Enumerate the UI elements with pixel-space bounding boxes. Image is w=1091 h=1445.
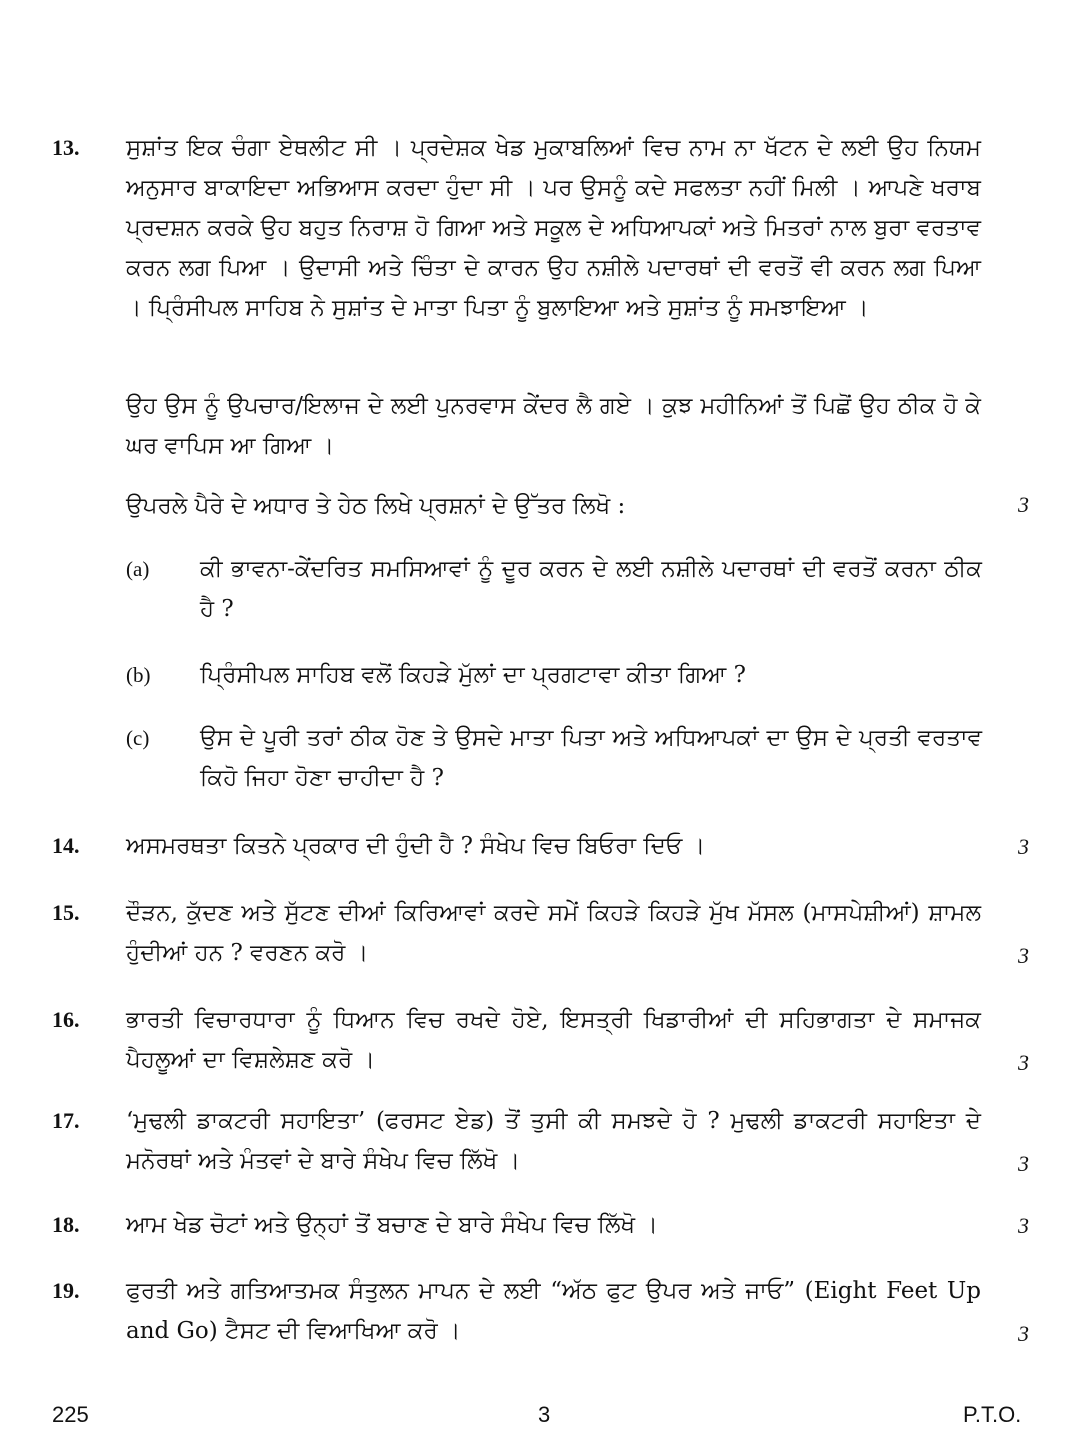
question-number: 15. [52,900,80,925]
subquestion-label: (c) [126,726,150,750]
marks-label: 3 [1018,1151,1029,1176]
subquestion-text: ਉਸ ਦੇ ਪੂਰੀ ਤਰਾਂ ਠੀਕ ਹੋਣ ਤੇ ਉਸਦੇ ਮਾਤਾ ਪਿਤਾ ਅਤੇ ਅਧਿਆਪਕਾਂ ਦਾ ਉਸ ਦੇ ਪ੍ਰਤੀ ਵਰਤਾਵ ਕਿਹੋ ਜਿਹਾ ਹੋਣਾ ਚਾਹੀਦਾ ਹੈ ? [200,725,982,791]
marks-label: 3 [1018,1213,1029,1238]
question-number: 16. [52,1007,80,1032]
question-number: 13. [52,135,80,160]
question-number: 18. [52,1212,80,1237]
question-paragraph: ਸੁਸ਼ਾਂਤ ਇਕ ਚੰਗਾ ਏਥਲੀਟ ਸੀ । ਪ੍ਰਦੇਸ਼ਕ ਖੇਡ ਮੁਕਾਬਲਿਆਂ ਵਿਚ ਨਾਮ ਨਾ ਖੱਟਨ ਦੇ ਲਈ ਉਹ ਨਿਯਮ ਅਨੁਸਾਰ ਬਾਕਾਇਦਾ ਅਭਿਆਸ ਕਰਦਾ ਹੁੰਦਾ ਸੀ । ਪਰ ਉਸਨੂੰ ਕਦੇ ਸਫਲਤਾ ਨਹੀਂ ਮਿਲੀ । ਆਪਣੇ ਖਰਾਬ ਪ੍ਰਦਸ਼ਨ ਕਰਕੇ ਉਹ ਬਹੁਤ ਨਿਰਾਸ਼ ਹੋ ਗਿਆ ਅਤੇ ਸਕੂਲ ਦੇ ਅਧਿਆਪਕਾਂ ਅਤੇ ਮਿਤਰਾਂ ਨਾਲ ਬੁਰਾ ਵਰਤਾਵ ਕਰਨ ਲਗ ਪਿਆ । ਉਦਾਸੀ ਅਤੇ ਚਿੰਤਾ ਦੇ ਕਾਰਨ ਉਹ ਨਸ਼ੀਲੇ ਪਦਾਰਥਾਂ ਦੀ ਵਰਤੋਂ ਵੀ ਕਰਨ ਲਗ ਪਿਆ । ਪ੍ਰਿੰਸੀਪਲ ਸਾਹਿਬ ਨੇ ਸੁਸ਼ਾਂਤ ਦੇ ਮਾਤਾ ਪਿਤਾ ਨੂੰ ਬੁਲਾਇਆ ਅਤੇ ਸੁਸ਼ਾਂਤ ਨੂੰ ਸਮਝਾਇਆ । [126,135,981,321]
question-paragraph-2: ਉਹ ਉਸ ਨੂੰ ਉਪਚਾਰ/ਇਲਾਜ ਦੇ ਲਈ ਪੁਨਰਵਾਸ ਕੇਂਦਰ ਲੈ ਗਏ । ਕੁਝ ਮਹੀਨਿਆਂ ਤੋਂ ਪਿਛੋਂ ਉਹ ਠੀਕ ਹੋ ਕੇ ਘਰ ਵਾਪਿਸ ਆ ਗਿਆ । [126,393,981,459]
subquestion-text: ਕੀ ਭਾਵਨਾ-ਕੇਂਦਰਿਤ ਸਮਸਿਆਵਾਂ ਨੂੰ ਦੂਰ ਕਰਨ ਦੇ ਲਈ ਨਸ਼ੀਲੇ ਪਦਾਰਥਾਂ ਦੀ ਵਰਤੋਂ ਕਰਨਾ ਠੀਕ ਹੈ ? [200,556,982,622]
question-text: ਦੌੜਨ, ਕੁੱਦਣ ਅਤੇ ਸੁੱਟਣ ਦੀਆਂ ਕਿਰਿਆਵਾਂ ਕਰਦੇ ਸਮੇਂ ਕਿਹੜੇ ਕਿਹੜੇ ਮੁੱਖ ਮੱਸਲ (ਮਾਸਪੇਸ਼ੀਆਂ) ਸ਼ਾਮਲ ਹੁੰਦੀਆਂ ਹਨ ? ਵਰਣਨ ਕਰੋ । [126,900,981,966]
marks-label: 3 [1018,492,1029,517]
marks-label: 3 [1018,943,1029,968]
page-number: 3 [538,1402,551,1427]
question-number: 17. [52,1108,80,1133]
marks-label: 3 [1018,834,1029,859]
marks-label: 3 [1018,1050,1029,1075]
question-text: ਫੁਰਤੀ ਅਤੇ ਗਤਿਆਤਮਕ ਸੰਤੁਲਨ ਮਾਪਨ ਦੇ ਲਈ “ਅੱਠ ਫੁਟ ਉਪਰ ਅਤੇ ਜਾਓ” (Eight Feet Up and Go) ਟੈਸਟ ਦੀ ਵਿਆਖਿਆ ਕਰੋ । [126,1278,981,1344]
question-text: ਅਸਮਰਥਤਾ ਕਿਤਨੇ ਪ੍ਰਕਾਰ ਦੀ ਹੁੰਦੀ ਹੈ ? ਸੰਖੇਪ ਵਿਚ ਬਿਓਰਾ ਦਿਓ । [126,833,706,859]
subquestion-label: (a) [126,557,150,581]
question-text: ਆਮ ਖੇਡ ਚੋਟਾਂ ਅਤੇ ਉਨ੍ਹਾਂ ਤੋਂ ਬਚਾਣ ਦੇ ਬਾਰੇ ਸੰਖੇਪ ਵਿਚ ਲਿੱਖੋ । [126,1212,658,1238]
paper-code: 225 [52,1402,89,1427]
question-text: ਭਾਰਤੀ ਵਿਚਾਰਧਾਰਾ ਨੂੰ ਧਿਆਨ ਵਿਚ ਰਖਦੇ ਹੋਏ, ਇਸਤ੍ਰੀ ਖਿਡਾਰੀਆਂ ਦੀ ਸਹਿਭਾਗਤਾ ਦੇ ਸਮਾਜਕ ਪੈਹਲੂਆਂ ਦਾ ਵਿਸ਼ਲੇਸ਼ਣ ਕਰੋ । [126,1007,981,1073]
subquestion-label: (b) [126,663,151,687]
question-instruction: ਉਪਰਲੇ ਪੈਰੇ ਦੇ ਅਧਾਰ ਤੇ ਹੇਠ ਲਿਖੇ ਪ੍ਰਸ਼ਨਾਂ ਦੇ ਉੱਤਰ ਲਿਖੋ : [126,493,626,519]
subquestion-text: ਪ੍ਰਿੰਸੀਪਲ ਸਾਹਿਬ ਵਲੋਂ ਕਿਹੜੇ ਮੁੱਲਾਂ ਦਾ ਪ੍ਰਗਟਾਵਾ ਕੀਤਾ ਗਿਆ ? [200,662,746,688]
question-text: ‘ਮੁਢਲੀ ਡਾਕਟਰੀ ਸਹਾਇਤਾ’ (ਫਰਸਟ ਏਡ) ਤੋਂ ਤੁਸੀ ਕੀ ਸਮਝਦੇ ਹੋ ? ਮੁਢਲੀ ਡਾਕਟਰੀ ਸਹਾਇਤਾ ਦੇ ਮਨੋਰਥਾਂ ਅਤੇ ਮੰਤਵਾਂ ਦੇ ਬਾਰੇ ਸੰਖੇਪ ਵਿਚ ਲਿੱਖੋ । [126,1108,981,1174]
question-number: 14. [52,833,80,858]
marks-label: 3 [1018,1321,1029,1346]
pto-label: P.T.O. [963,1402,1022,1427]
question-number: 19. [52,1278,80,1303]
